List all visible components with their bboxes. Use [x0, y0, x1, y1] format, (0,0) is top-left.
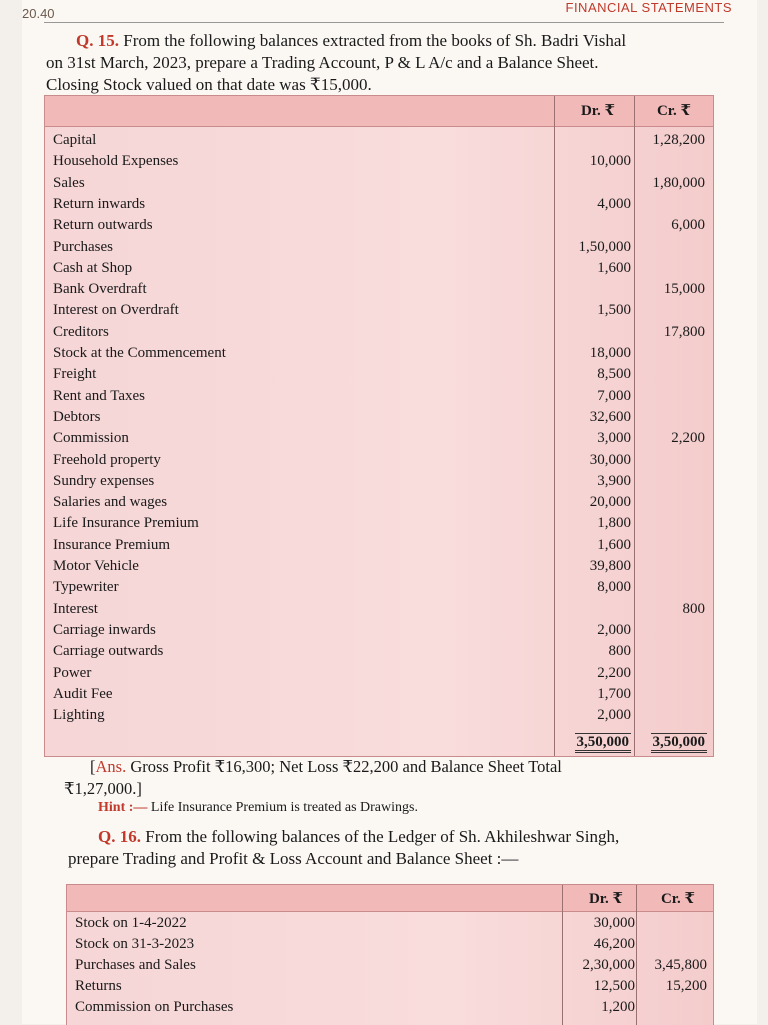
q15-line1: From the following balances extracted from the books of Sh. Badri Vishal: [123, 31, 627, 50]
q15-particular: Rent and Taxes: [53, 387, 145, 404]
hint-text: Life Insurance Premium is treated as Drawings.: [150, 800, 418, 815]
q15-row: [45, 430, 713, 451]
q15-dr-amount: 800: [608, 643, 631, 660]
hint-label: Hint :—: [98, 800, 148, 815]
q15-number: Q. 15.: [76, 31, 119, 50]
q15-row: [45, 665, 713, 686]
q15-row: [45, 366, 713, 387]
q16-particular: Stock on 1-4-2022: [75, 915, 187, 931]
q15-particular: Carriage outwards: [53, 643, 164, 660]
q15-cr-amount: 2,200: [671, 430, 705, 447]
q15-row: [45, 175, 713, 196]
running-head: FINANCIAL STATEMENTS: [565, 0, 732, 15]
q15-row: [45, 409, 713, 430]
q15-row: [45, 601, 713, 622]
q15-particular: Power: [53, 664, 92, 681]
q15-row: [45, 452, 713, 473]
q15-total-cr: 3,50,000: [651, 734, 708, 751]
q15-row: [45, 494, 713, 515]
q15-cr-header: Cr. ₹: [656, 103, 691, 119]
q15-cr-amount: 1,28,200: [652, 132, 705, 148]
q15-row: [45, 388, 713, 409]
q15-particular: Insurance Premium: [53, 536, 171, 553]
q15-particular: Salaries and wages: [53, 494, 168, 511]
q15-row: [45, 473, 713, 494]
q16-dr-amount: 46,200: [593, 936, 635, 952]
q16-particular: Purchases and Sales: [75, 957, 196, 973]
q16-particular: Returns: [75, 978, 122, 994]
q16-cr-amount: 3,45,800: [654, 957, 707, 973]
q16-balances-table: [66, 884, 714, 1025]
q15-dr-amount: 1,500: [597, 302, 631, 319]
q15-row: [45, 686, 713, 707]
q15-particular: Return inwards: [53, 195, 146, 212]
q15-table-header: [45, 96, 713, 127]
q16-table-header: [67, 885, 713, 912]
q15-dr-amount: 2,000: [597, 707, 631, 724]
q15-line2: on 31st March, 2023, prepare a Trading Account, P & L A/c and a Balance Sheet.: [46, 53, 599, 72]
q15-row: [45, 707, 713, 728]
q15-row: [45, 558, 713, 579]
q15-dr-amount: 1,600: [597, 536, 631, 553]
q15-dr-amount: 2,000: [597, 621, 631, 638]
answer-label: Ans.: [95, 757, 127, 776]
q15-question: [46, 30, 718, 96]
q16-row: [67, 936, 713, 957]
q15-particular: Freight: [53, 366, 97, 383]
q15-dr-amount: 3,900: [597, 472, 631, 489]
q15-particular: Lighting: [53, 707, 105, 724]
q16-cr-amount: 15,200: [665, 978, 707, 994]
q15-particular: Freehold property: [53, 451, 161, 468]
q15-particular: Carriage inwards: [53, 621, 156, 638]
q15-row: [45, 324, 713, 345]
q15-dr-amount: 3,000: [597, 430, 631, 447]
q15-particular: Capital: [53, 132, 97, 148]
q15-cr-amount: 17,800: [663, 323, 705, 340]
q16-dr-amount: 12,500: [593, 978, 635, 994]
q16-row: [67, 915, 713, 936]
q15-total-dr: 3,50,000: [575, 734, 632, 751]
page-number: 20.40: [22, 6, 55, 21]
q15-particular: Audit Fee: [53, 685, 113, 702]
q15-dr-amount: 1,600: [597, 259, 631, 276]
q15-row: [45, 537, 713, 558]
q16-number: Q. 16.: [98, 827, 141, 846]
q16-line2: prepare Trading and Profit & Loss Account and Balance Sheet :—: [68, 849, 519, 868]
q15-particular: Sales: [53, 174, 85, 191]
q16-dr-header: Dr. ₹: [588, 891, 623, 907]
q15-dr-amount: 1,50,000: [578, 238, 631, 255]
q15-dr-amount: 1,800: [597, 515, 631, 532]
q16-dr-amount: 2,30,000: [582, 957, 635, 973]
q15-particular: Interest: [53, 600, 98, 617]
q15-row: [45, 217, 713, 238]
q16-particular: Commission on Purchases: [75, 999, 234, 1015]
q15-particular: Typewriter: [53, 579, 119, 596]
q15-dr-amount: 1,700: [597, 685, 631, 702]
q15-particular: Stock at the Commencement: [53, 345, 226, 361]
q15-dr-amount: 30,000: [589, 451, 631, 468]
q16-particular: Stock on 31-3-2023: [75, 936, 195, 952]
q15-dr-amount: 8,000: [597, 579, 631, 596]
q15-row: [45, 345, 713, 366]
q15-particular: Commission: [53, 430, 129, 447]
q15-row: [45, 643, 713, 664]
q15-particular: Household Expenses: [53, 153, 179, 170]
q15-dr-header: Dr. ₹: [580, 103, 615, 119]
q15-particular: Bank Overdraft: [53, 281, 147, 298]
q15-answer: [Ans. Gross Profit ₹16,300; Net Loss ₹22,200 and Balance Sheet Total ₹1,27,000.]: [46, 756, 718, 800]
q15-cr-amount: 800: [682, 600, 705, 617]
q15-particular: Sundry expenses: [53, 472, 155, 489]
q15-dr-amount: 7,000: [597, 387, 631, 404]
q15-row: [45, 153, 713, 174]
q15-dr-amount: 20,000: [589, 494, 631, 511]
q16-question: [46, 826, 718, 870]
q15-particular: Return outwards: [53, 217, 153, 234]
q15-dr-amount: 18,000: [589, 345, 631, 361]
q15-cr-amount: 1,80,000: [652, 174, 705, 191]
q15-particular: Motor Vehicle: [53, 558, 139, 574]
header-rule: [44, 22, 724, 23]
q15-dr-amount: 10,000: [589, 153, 631, 170]
q16-row: [67, 957, 713, 978]
q15-row: [45, 132, 713, 153]
q15-particular: Cash at Shop: [53, 259, 133, 276]
q15-dr-amount: 32,600: [589, 408, 631, 425]
q15-hint: [98, 800, 418, 816]
q15-row: [45, 281, 713, 302]
q15-particular: Purchases: [53, 238, 113, 255]
q15-particular: Debtors: [53, 408, 101, 425]
q15-particular: Creditors: [53, 323, 109, 340]
q16-dr-amount: 30,000: [593, 915, 635, 931]
q15-row: [45, 622, 713, 643]
q15-dr-amount: 39,800: [589, 558, 631, 574]
q15-dr-amount: 2,200: [597, 664, 631, 681]
q15-row: [45, 260, 713, 281]
q15-row: [45, 239, 713, 260]
q15-particular: Life Insurance Premium: [53, 515, 199, 532]
q16-cr-header: Cr. ₹: [660, 891, 695, 907]
q15-trial-balance-table: [44, 95, 714, 757]
q15-row: [45, 515, 713, 536]
q16-line1: From the following balances of the Ledger of Sh. Akhileshwar Singh,: [145, 827, 620, 846]
q15-row: [45, 579, 713, 600]
q15-cr-amount: 6,000: [671, 217, 705, 234]
q15-particular: Interest on Overdraft: [53, 302, 179, 319]
q15-cr-amount: 15,000: [663, 281, 705, 298]
q15-line3: Closing Stock valued on that date was ₹15,000.: [46, 75, 372, 94]
q15-row: [45, 196, 713, 217]
q15-dr-amount: 4,000: [597, 195, 631, 212]
q16-row: [67, 978, 713, 999]
q16-dr-amount: 1,200: [601, 999, 635, 1015]
answer-line1: Gross Profit ₹16,300; Net Loss ₹22,200 and Balance Sheet Total: [130, 757, 562, 776]
answer-line2: ₹1,27,000.]: [64, 779, 142, 798]
q16-row: [67, 999, 713, 1020]
q15-row: [45, 302, 713, 323]
q15-dr-amount: 8,500: [597, 366, 631, 383]
